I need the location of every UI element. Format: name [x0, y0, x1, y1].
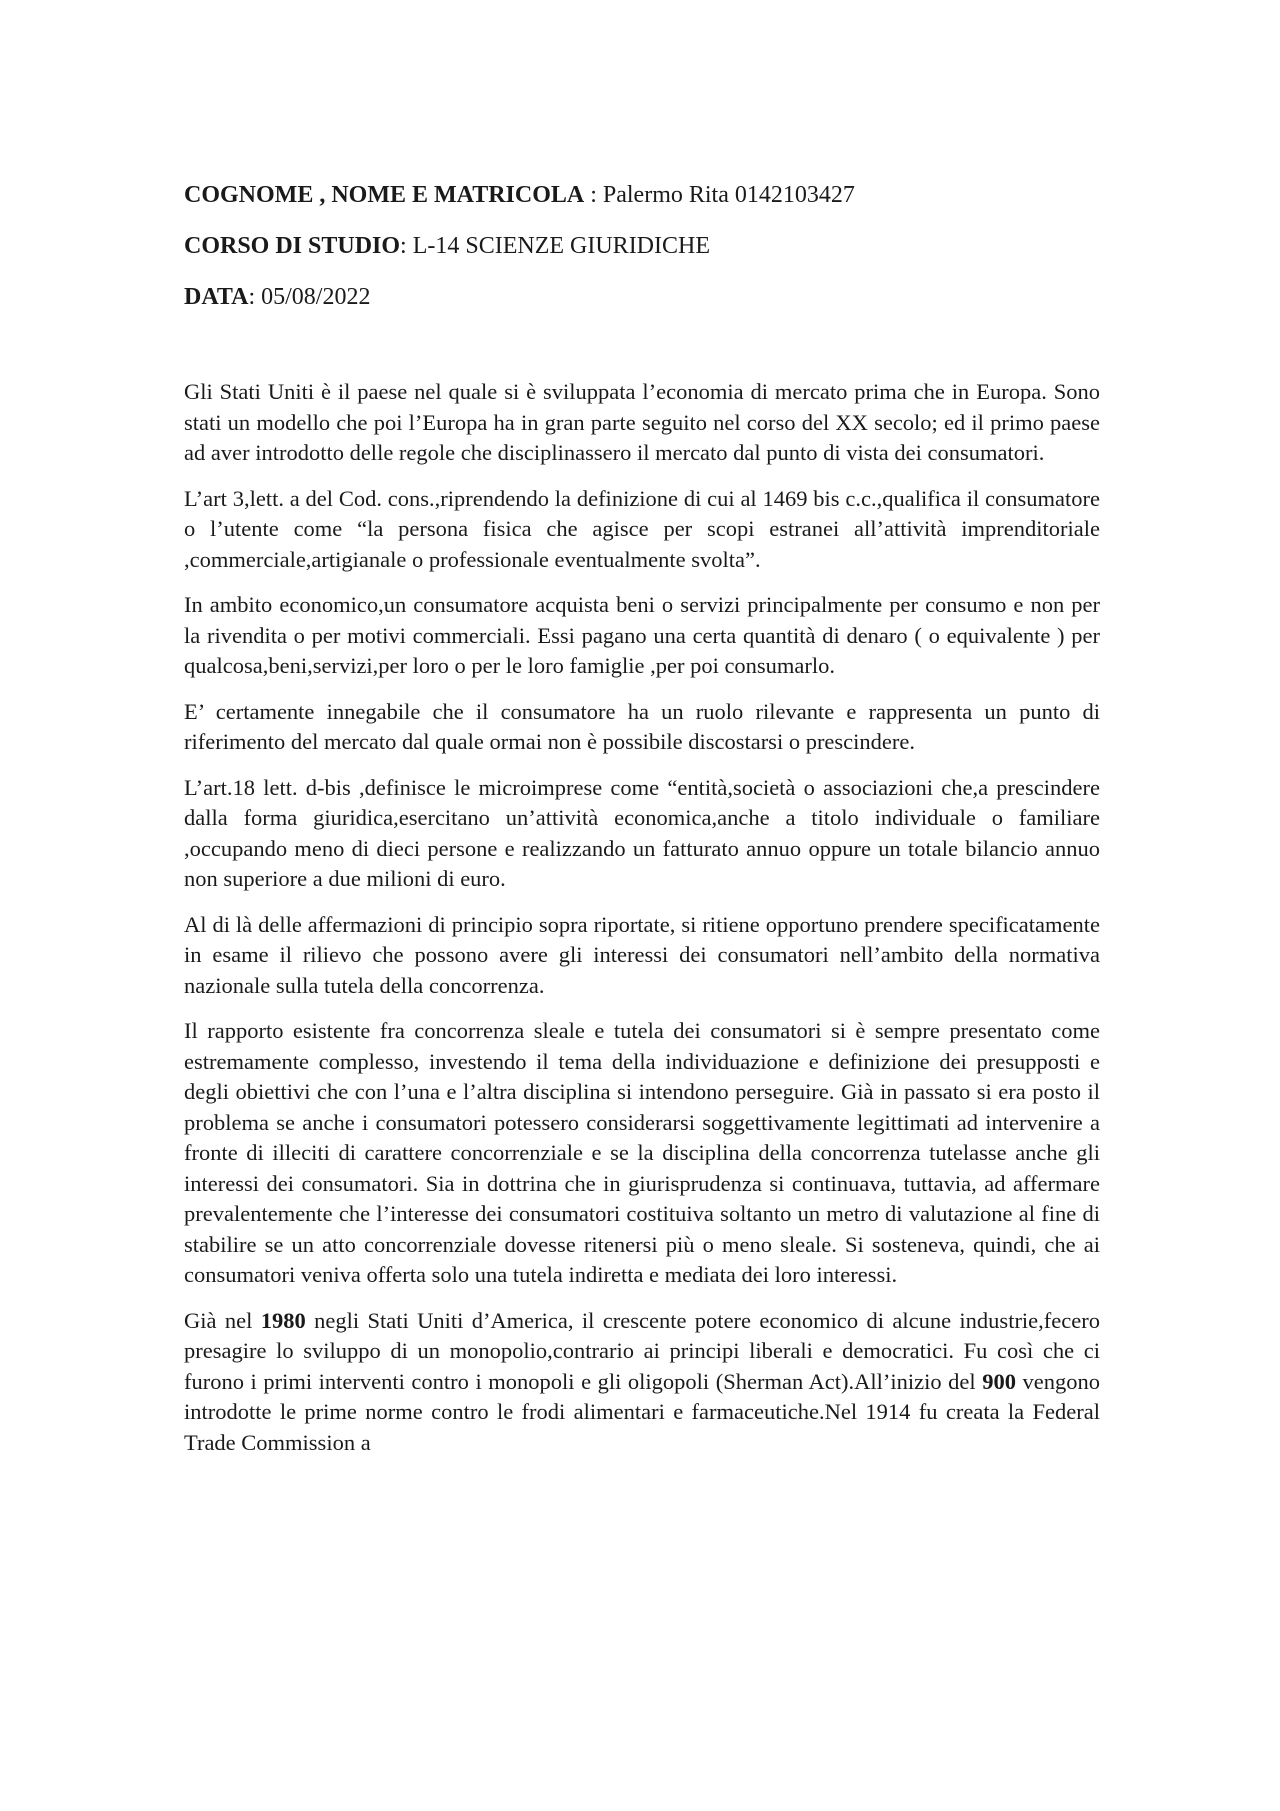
history-text-c: vengono introdotte le prime norme contro le frodi alimentari e farmaceutiche.Nel 1914 fu creata la Federal Trade Commission a	[184, 1368, 1100, 1455]
date-value: : 05/08/2022	[248, 284, 371, 310]
date-line	[184, 282, 1104, 312]
paragraph-history	[184, 1306, 1100, 1459]
paragraph-consumer-role: E’ certamente innegabile che il consumatore ha un ruolo rilevante e rappresenta un punto di riferimento del mercato dal quale ormai non è possibile discostarsi o prescindere.	[184, 698, 1100, 754]
history-text-b: negli Stati Uniti d’America, il crescente potere economico di alcune industrie,fecero presagire lo sviluppo di un monopolio,contrario ai principi liberali e democratici. Fu così che ci furono i primi interventi contro i monopoli e gli oligopoli (Sherman Act).All’inizio del	[184, 1307, 1100, 1394]
course-value: : L-14 SCIENZE GIURIDICHE	[400, 233, 711, 259]
document-header	[184, 180, 1104, 333]
paragraph-art18: L’art.18 lett. d-bis ,definisce le microimprese come “entità,società o associazioni che,a prescindere dalla forma giuridica,esercitano un’attività economica,anche a titolo individuale o familiare ,occupando meno di dieci persone e realizzando un fatturato annuo oppure un totale bilancio annuo non superiore a due milioni di euro.	[184, 774, 1100, 891]
course-label: CORSO DI STUDIO	[184, 233, 401, 259]
paragraph-principles: Al di là delle affermazioni di principio sopra riportate, si ritiene opportuno prendere specificatamente in esame il rilievo che possono avere gli interessi dei consumatori nell’ambito della normativa nazionale sulla tutela della concorrenza.	[184, 911, 1100, 998]
paragraph-economic-scope: In ambito economico,un consumatore acquista beni o servizi principalmente per consumo e non per la rivendita o per motivi commerciali. Essi pagano una certa quantità di denaro ( o equivalente ) per qualcosa,beni,servizi,per loro o per le loro famiglie ,per poi consumarlo.	[184, 592, 1100, 678]
name-value: : Palermo Rita 0142103427	[584, 182, 855, 208]
paragraph-art3: L’art 3,lett. a del Cod. cons.,riprendendo la definizione di cui al 1469 bis c.c.,qualifica il consumatore o l’utente come “la persona fisica che agisce per scopi estranei all’attività imprenditoriale ,commerciale,artigianale o professionale eventualmente svolta”.	[184, 485, 1100, 572]
document-body	[184, 377, 1100, 1473]
date-label: DATA	[184, 284, 249, 310]
paragraph-unfair-competition: Il rapporto esistente fra concorrenza sleale e tutela dei consumatori si è sempre presentato come estremamente complesso, investendo il tema della individuazione e definizione dei presupposti e degli obiettivi che con l’una e l’altra disciplina si intendono perseguire. Già in passato si era posto il problema se anche i consumatori potessero considerarsi soggettivamente legittimati ad intervenire a fronte di illeciti di carattere concorrenziale e se la disciplina della concorrenza tutelasse anche gli interessi dei consumatori. Sia in dottrina che in giurisprudenza si continuava, tuttavia, ad affermare prevalentemente che l’interesse dei consumatori costituiva soltanto un metro di valutazione al fine di stabilire se un atto concorrenziale dovesse ritenersi più o meno sleale. Si sosteneva, quindi, che ai consumatori veniva offerta solo una tutela indiretta e mediata dei loro interessi.	[184, 1018, 1100, 1287]
history-text-a: Già nel	[184, 1307, 261, 1333]
name-label: COGNOME , NOME E MATRICOLA	[184, 182, 585, 208]
course-line	[184, 231, 1104, 261]
paragraph-intro: Gli Stati Uniti è il paese nel quale si è sviluppata l’economia di mercato prima che in Europa. Sono stati un modello che poi l’Europa ha in gran parte seguito nel corso del XX secolo; ed il primo paese ad aver introdotto delle regole che disciplinassero il mercato dal punto di vista dei consumatori.	[184, 379, 1100, 465]
history-year-900: 900	[982, 1368, 1016, 1394]
student-info-line	[184, 180, 1104, 210]
history-year-1980: 1980	[260, 1307, 306, 1333]
